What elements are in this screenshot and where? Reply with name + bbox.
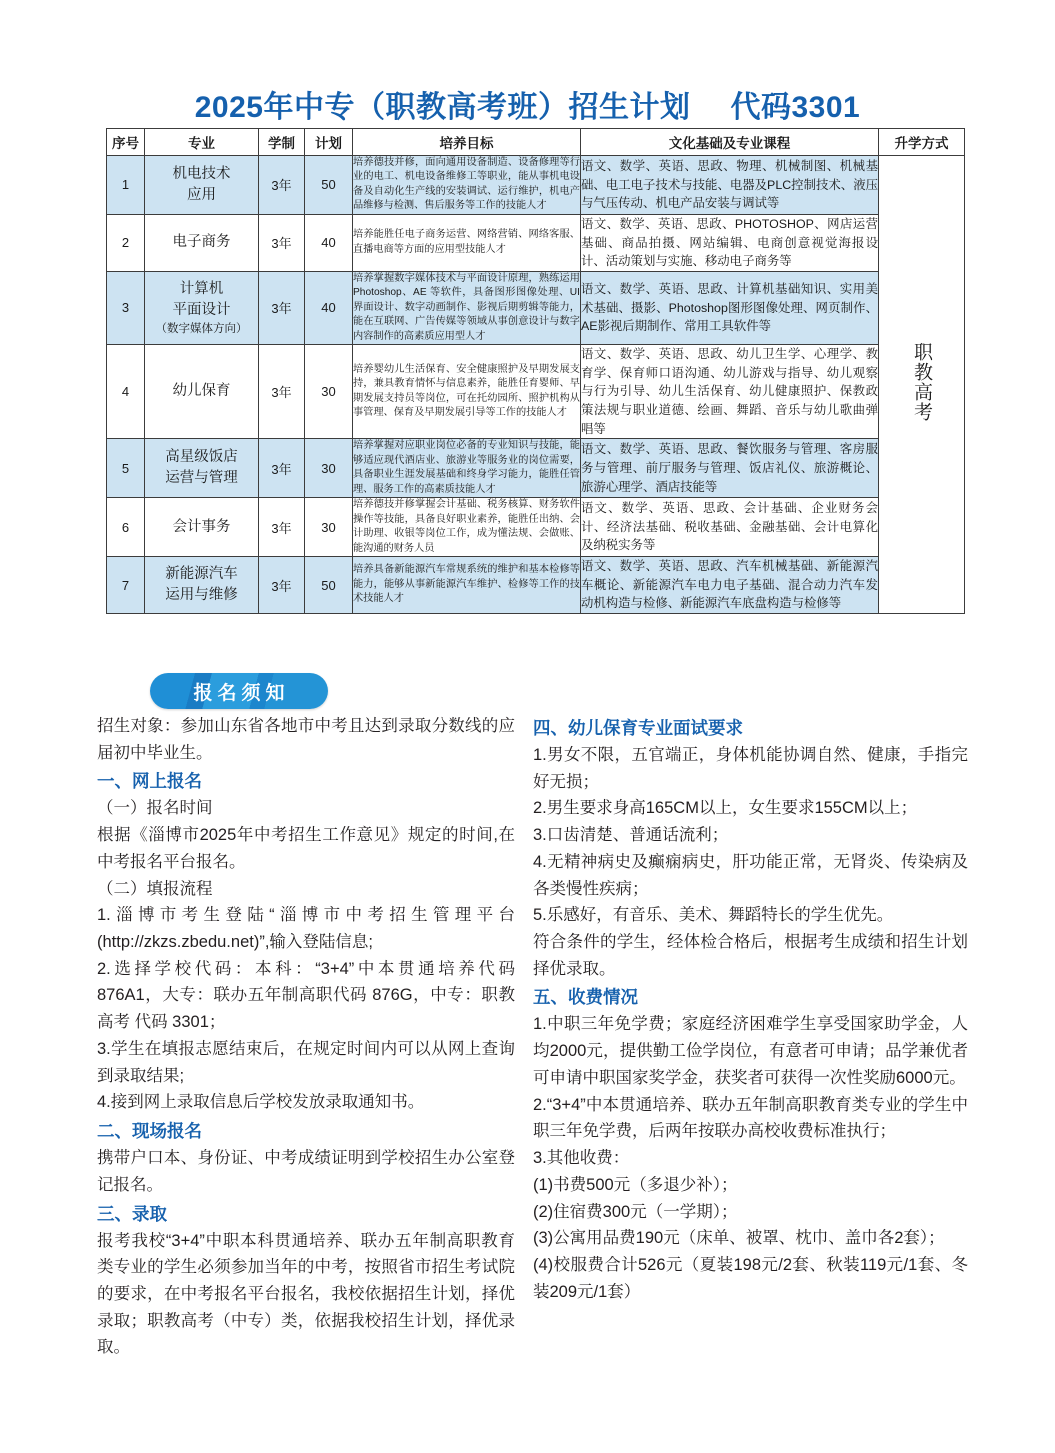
body-paragraph: 1.淄博市考生登陆“淄博市中考招生管理平台(http://zkzs.zbedu.net)”,输入登陆信息;: [97, 906, 515, 952]
enrollment-plan-table: [106, 128, 965, 614]
quota-cell: 50: [305, 156, 353, 215]
major-name-cell: [145, 345, 259, 439]
courses-cell: 语文、数学、英语、思政、PHOTOSHOP、网店运营基础、商品拍摄、网站编辑、电商创意视觉海报设计、活动策划与实施、移动电子商务等: [581, 214, 879, 271]
body-paragraph: 报考我校“3+4”中职本科贯通培养、联办五年制高职教育类专业的学生必须参加当年的中考，按照省市招生考试院的要求，在中考报名平台报名，我校依据招生计划，择优录取；职教高考（中专）类，依据我校招生计划，择优录取。: [97, 1231, 515, 1357]
major-name-line1: 计算机: [179, 280, 224, 297]
training-goal-cell: 培养能胜任电子商务运营、网络营销、网络客服、直播电商等方面的应用型技能人才: [353, 214, 581, 271]
major-name-cell: [145, 439, 259, 498]
table-row: [107, 557, 965, 614]
col-header-years: 学制: [259, 129, 305, 156]
training-goal-cell: 培养掌握对应职业岗位必备的专业知识与技能，能够适应现代酒店业、旅游业等服务业的岗位需要，具备职业生涯发展基础和终身学习能力，能胜任管理、服务工作的高素质技能人才: [353, 439, 581, 498]
quota-cell: 30: [305, 345, 353, 439]
major-name-cell: [145, 214, 259, 271]
registration-notice-banner: [150, 673, 328, 709]
row-index-cell: 5: [107, 439, 145, 498]
section-heading: 五、收费情况: [533, 987, 638, 1008]
major-name-cell: [145, 557, 259, 614]
body-paragraph: 招生对象：参加山东省各地市中考且达到录取分数线的应届初中毕业生。: [97, 717, 515, 762]
body-paragraph: 3.口齿清楚、普通话流利；: [533, 826, 729, 845]
table-row: [107, 156, 965, 215]
body-paragraph: （一）报名时间: [97, 799, 213, 818]
body-paragraph: 2.“3+4”中本贯通培养、联办五年制高职教育类专业的学生中职三年免学费，后两年按联办高校收费标准执行；: [533, 1095, 968, 1141]
major-name-line1: 会计事务: [172, 518, 231, 535]
courses-cell: 语文、数学、英语、思政、幼儿卫生学、心理学、教育学、保育师口语沟通、幼儿游戏与指导、幼儿观察与行为引导、幼儿生活保育、幼儿健康照护、保教政策法规与职业道德、绘画、舞蹈、音乐与幼儿歌曲弹唱等: [581, 345, 879, 439]
quota-cell: 50: [305, 557, 353, 614]
registration-notice-label: 报名须知: [193, 682, 290, 704]
body-paragraph: (2)住宿费300元（一学期）；: [533, 1202, 738, 1221]
table-row: [107, 439, 965, 498]
training-goal-cell: 培养具备新能源汽车常规系统的维护和基本检修等能力，能够从事新能源汽车维护、检修等工作的技术技能人才: [353, 557, 581, 614]
quota-cell: 30: [305, 498, 353, 557]
row-index-cell: 3: [107, 271, 145, 344]
courses-cell: 语文、数学、英语、思政、会计基础、企业财务会计、经济法基础、税收基础、金融基础、会计电算化及纳税实务等: [581, 498, 879, 557]
duration-cell: 3年: [259, 271, 305, 344]
row-index-cell: 6: [107, 498, 145, 557]
page-title-main: 2025年中专（职教高考班）招生计划: [194, 91, 691, 124]
major-name-line1: 新能源汽车: [165, 566, 238, 582]
notice-left-column: [97, 713, 515, 1361]
training-goal-cell: 培养德技并修，面向通用设备制造、设备修理等行业的电工、机电设备维修工等职业，能从事机电设备及自动化生产线的安装调试、运行维护，机电产品维修与检测、售后服务等工作的技能人才: [353, 156, 581, 215]
col-header-quota: 计划: [305, 129, 353, 156]
advancement-path-cell: [879, 156, 965, 614]
body-paragraph: 符合条件的学生，经体检合格后，根据考生成绩和招生计划择优录取。: [533, 933, 968, 978]
body-paragraph: (1)书费500元（多退少补）；: [533, 1175, 738, 1194]
quota-cell: 40: [305, 214, 353, 271]
body-paragraph: （二）填报流程: [97, 879, 213, 898]
courses-cell: 语文、数学、英语、思政、餐饮服务与管理、客房服务与管理、前厅服务与管理、饭店礼仪、旅游概论、旅游心理学、酒店技能等: [581, 439, 879, 498]
table-header-row: [107, 129, 965, 156]
quota-cell: 30: [305, 439, 353, 498]
major-name-cell: [145, 271, 259, 344]
body-paragraph: 根据《淄博市2025年中考招生工作意见》规定的时间,在中考报名平台报名。: [97, 826, 515, 871]
major-name-line2: 应用: [187, 186, 216, 203]
major-name-line2: 运用与维修: [165, 587, 238, 604]
body-paragraph: 4.接到网上录取信息后学校发放录取通知书。: [97, 1093, 425, 1112]
section-heading: 三、录取: [97, 1203, 167, 1224]
section-heading: 四、幼儿保育专业面试要求: [533, 718, 743, 738]
duration-cell: 3年: [259, 345, 305, 439]
body-paragraph: 2.男生要求身高165CM以上，女生要求155CM以上；: [533, 799, 918, 818]
body-paragraph: 3.学生在填报志愿结束后，在规定时间内可以从网上查询到录取结果;: [97, 1039, 515, 1085]
major-name-subtitle: （数字媒体方向）: [155, 322, 248, 335]
major-name-cell: [145, 156, 259, 215]
row-index-cell: 4: [107, 345, 145, 439]
major-name-line1: 机电技术: [172, 165, 231, 182]
page-title-code: 代码3301: [730, 91, 861, 124]
section-heading: 一、网上报名: [97, 771, 202, 792]
table-row: [107, 498, 965, 557]
table-row: [107, 271, 965, 344]
training-goal-cell: 培养德技并修掌握会计基础、税务核算、财务软件操作等技能，具备良好职业素养，能胜任出纳、会计助理、收银等岗位工作，成为懂法规、会做账、能沟通的财务人员: [353, 498, 581, 557]
row-index-cell: 1: [107, 156, 145, 215]
body-paragraph: 4.无精神病史及癫痫病史，肝功能正常，无肾炎、传染病及各类慢性疾病；: [533, 852, 968, 898]
duration-cell: 3年: [259, 156, 305, 215]
training-goal-cell: 培养婴幼儿生活保育、安全健康照护及早期发展支持，兼具教育情怀与信息素养，能胜任育婴师、早期发展支持员等岗位，可在托幼园所、照护机构从事管理、保育及早期发展引导等工作的技能人才: [353, 345, 581, 439]
body-paragraph: 携带户口本、身份证、中考成绩证明到学校招生办公室登记报名。: [97, 1149, 515, 1194]
col-header-goal: 培养目标: [353, 129, 581, 156]
body-paragraph: 5.乐感好，有音乐、美术、舞蹈特长的学生优先。: [533, 906, 894, 925]
section-heading: 二、现场报名: [97, 1121, 202, 1142]
duration-cell: 3年: [259, 557, 305, 614]
major-name-line2: 平面设计: [172, 301, 231, 318]
courses-cell: 语文、数学、英语、思政、计算机基础知识、实用美术基础、摄影、Photoshop图形图像处理、网页制作、AE影视后期制作、常用工具软件等: [581, 271, 879, 344]
col-header-major: 专业: [145, 129, 259, 156]
body-paragraph: 3.其他收费：: [533, 1149, 630, 1168]
row-index-cell: 7: [107, 557, 145, 614]
col-header-courses: 文化基础及专业课程: [581, 129, 879, 156]
body-paragraph: (3)公寓用品费190元（床单、被罩、枕巾、盖巾各2套）；: [533, 1229, 945, 1248]
major-name-cell: [145, 498, 259, 557]
table-row: [107, 345, 965, 439]
major-name-line1: 高星级饭店: [165, 449, 238, 466]
quota-cell: 40: [305, 271, 353, 344]
table-row: [107, 214, 965, 271]
notice-right-column: [533, 713, 968, 1305]
courses-cell: 语文、数学、英语、思政、汽车机械基础、新能源汽车概论、新能源汽车电力电子基础、混合动力汽车发动机构造与检修、新能源汽车底盘构造与检修等: [581, 557, 879, 614]
duration-cell: 3年: [259, 498, 305, 557]
duration-cell: 3年: [259, 439, 305, 498]
body-paragraph: 1.中职三年免学费；家庭经济困难学生享受国家助学金，人均2000元，提供勤工俭学岗位，有意者可申请；品学兼优者可申请中职国家奖学金，获奖者可获得一次性奖励6000元。: [533, 1015, 968, 1087]
row-index-cell: 2: [107, 214, 145, 271]
page-title: [0, 82, 1055, 126]
courses-cell: 语文、数学、英语、思政、物理、机械制图、机械基础、电工电子技术与技能、电器及PLC控制技术、液压与气压传动、机电产品安装与调试等: [581, 156, 879, 215]
major-name-line1: 电子商务: [172, 234, 231, 251]
body-paragraph: (4)校服费合计526元（夏装198元/2套、秋装119元/1套、冬装209元/1套）: [533, 1255, 968, 1301]
training-goal-cell: 培养掌握数字媒体技术与平面设计原理，熟练运用 Photoshop、AE 等软件，具备图形图像处理、UI界面设计、数字动画制作、影视后期剪辑等能力，能在互联网、广告传媒等领域从事创意设计与数字内容制作的高素质应用型人才: [353, 271, 581, 344]
major-name-line1: 幼儿保育: [172, 383, 231, 400]
duration-cell: 3年: [259, 214, 305, 271]
major-name-line2: 运营与管理: [165, 470, 238, 487]
col-header-no: 序号: [107, 129, 145, 156]
body-paragraph: 2.选择学校代码：本科：“3+4”中本贯通培养代码 876A1，大专：联办五年制高职代码 876G，中专：职教高考 代码 3301；: [97, 959, 515, 1032]
body-paragraph: 1.男女不限，五官端正，身体机能协调自然、健康，手指完好无损；: [533, 746, 968, 791]
advancement-path-label: 职教高考: [911, 341, 933, 422]
col-header-path: 升学方式: [879, 129, 965, 156]
